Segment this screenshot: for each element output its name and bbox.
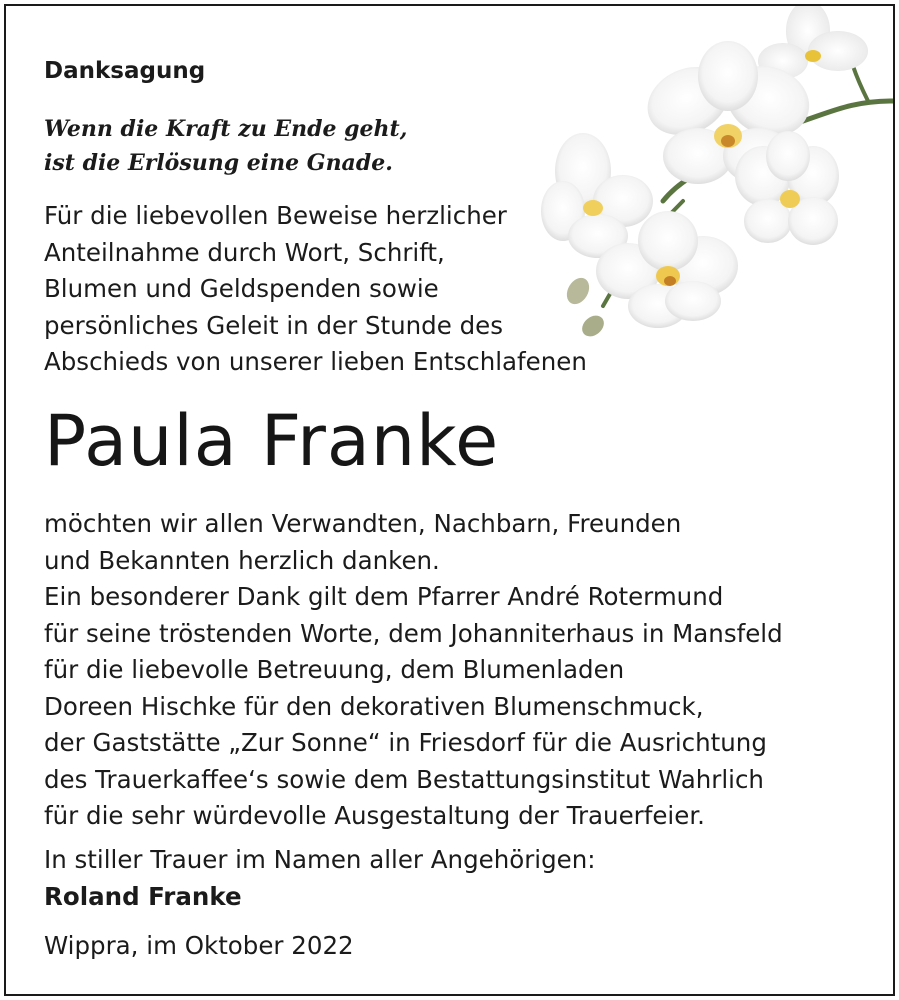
body-line: des Trauerkaffee‘s sowie dem Bestattungsinstitut Wahrlich — [44, 764, 764, 794]
intro-line: Anteilnahme durch Wort, Schrift, — [44, 237, 445, 267]
body-line: Doreen Hischke für den dekorativen Blumenschmuck, — [44, 691, 704, 721]
closing-line: In stiller Trauer im Namen aller Angehörigen: — [44, 845, 596, 874]
body-line: für seine tröstenden Worte, dem Johanniterhaus in Mansfeld — [44, 618, 783, 648]
motto — [44, 112, 407, 180]
body-line: für die sehr würdevolle Ausgestaltung der Trauerfeier. — [44, 801, 705, 830]
place-date: Wippra, im Oktober 2022 — [44, 931, 354, 960]
orchid-flower-icon — [533, 6, 893, 346]
body-line: für die liebevolle Betreuung, dem Blumenladen — [44, 655, 625, 684]
intro-line: persönliches Geleit in der Stunde des — [44, 310, 503, 340]
signer-name: Roland Franke — [44, 881, 242, 911]
motto-line: ist die Erlösung eine Gnade. — [44, 150, 393, 176]
body-line: möchten wir allen Verwandten, Nachbarn, Freunden — [44, 509, 682, 538]
obituary-notice — [4, 4, 895, 996]
intro-line: Blumen und Geldspenden sowie — [44, 274, 439, 303]
motto-line: Wenn die Kraft zu Ende geht, — [44, 116, 408, 142]
intro-line: Abschieds von unserer lieben Entschlafenen — [44, 347, 587, 376]
body-line: der Gaststätte „Zur Sonne“ in Friesdorf für die Ausrichtung — [44, 728, 767, 757]
intro-text — [44, 198, 587, 381]
body-line: und Bekannten herzlich danken. — [44, 545, 440, 575]
body-line: Ein besonderer Dank gilt dem Pfarrer André Rotermund — [44, 582, 724, 611]
closing — [44, 842, 596, 915]
heading: Danksagung — [44, 58, 206, 84]
deceased-name: Paula Franke — [44, 400, 500, 482]
body-text — [44, 506, 783, 835]
intro-line: Für die liebevollen Beweise herzlicher — [44, 201, 507, 230]
